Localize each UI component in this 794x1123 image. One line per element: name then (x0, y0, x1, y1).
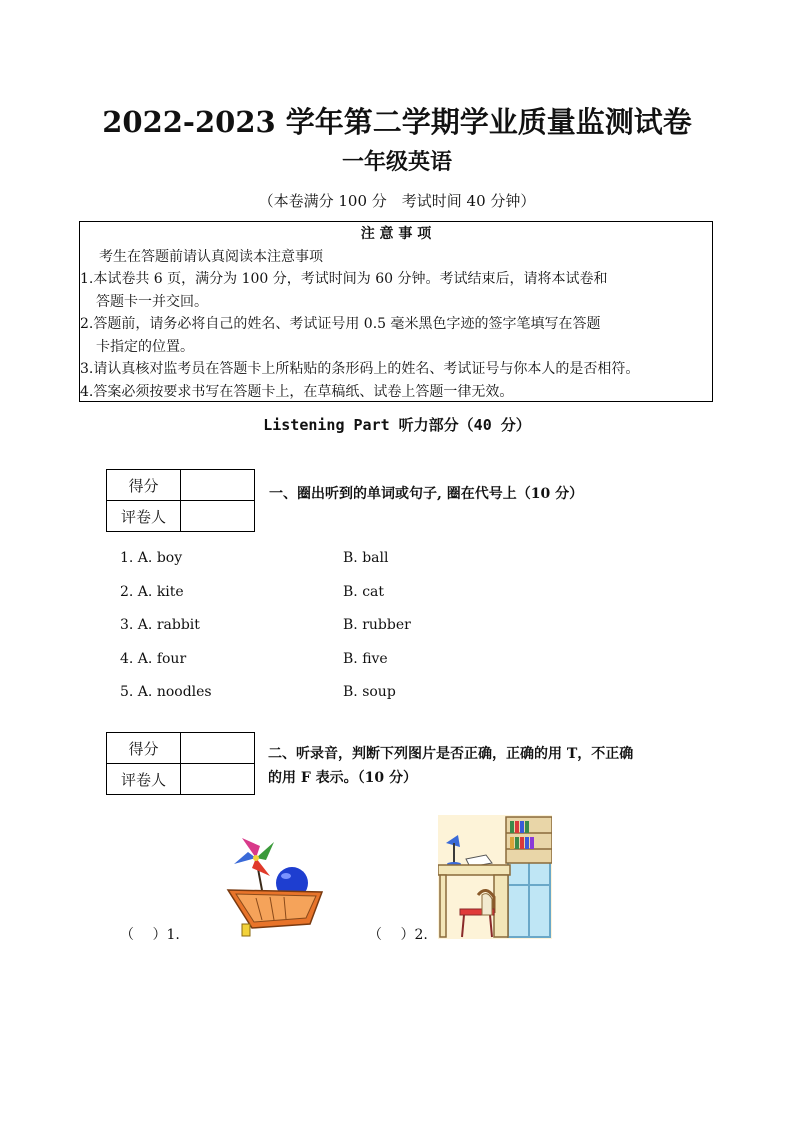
notice-item-4: 4.答案必须按要求书写在答题卡上，在草稿纸、试卷上答题一律无效。 (80, 383, 514, 400)
desk-leg (440, 875, 446, 937)
option-row (120, 550, 520, 584)
desk-drawer (494, 875, 508, 937)
score-box-q1 (106, 469, 255, 532)
study-room-picture (438, 815, 552, 939)
option-b[interactable]: B. ball (343, 550, 389, 566)
book (515, 821, 519, 833)
q2-item-2-label[interactable]: （ ）2. (368, 927, 428, 943)
notice-item-1-cont: 答题卡一并交回。 (96, 293, 208, 310)
option-a[interactable]: 4. A. four (120, 650, 187, 667)
desk-top (438, 865, 510, 875)
option-b[interactable]: B. soup (343, 684, 396, 700)
option-row (120, 684, 520, 718)
score-label: 得分 (107, 470, 181, 501)
listening-heading: Listening Part 听力部分（40 分） (263, 416, 531, 434)
bag (482, 894, 492, 915)
notice-item-2-cont: 卡指定的位置。 (96, 338, 194, 355)
option-row (120, 617, 520, 651)
pinwheel-blade (234, 852, 256, 864)
score-label: 得分 (107, 733, 181, 764)
pinwheel-center (253, 855, 259, 861)
option-b[interactable]: B. cat (343, 583, 385, 600)
question1-title: 一、圈出听到的单词或句子, 圈在代号上（10 分） (269, 486, 584, 502)
question1-options (120, 550, 520, 718)
book (525, 837, 529, 849)
option-row (120, 584, 520, 618)
question2-title-line1: 二、听录音，判断下列图片是否正确，正确的用 T，不正确 (268, 746, 634, 762)
notice-item-2: 2.答题前，请务必将自己的姓名、考试证号用 0.5 毫米黑色字迹的签字笔填写在答题 (80, 316, 601, 332)
question2-title-line2: 的用 F 表示。（10 分） (268, 770, 418, 786)
option-a[interactable]: 2. A. kite (120, 583, 184, 600)
exam-info: （本卷满分 100 分 考试时间 40 分钟） (258, 192, 536, 210)
option-b[interactable]: B. rubber (343, 617, 411, 633)
score-box-q2 (106, 732, 255, 795)
notice-title: 注 意 事 项 (360, 226, 432, 242)
notice-box (79, 221, 713, 402)
notice-intro: 考生在答题前请认真阅读本注意事项 (99, 248, 323, 265)
book (510, 821, 514, 833)
book (530, 837, 534, 849)
option-a[interactable]: 1. A. boy (120, 550, 183, 566)
exam-subtitle: 一年级英语 (341, 149, 452, 175)
question2-title (268, 742, 633, 790)
score-value-cell[interactable] (181, 470, 255, 501)
book (515, 837, 519, 849)
book (525, 821, 529, 833)
ball-highlight (281, 873, 291, 879)
exam-title: 2022-2023 学年第二学期学业质量监测试卷 (102, 105, 692, 139)
boat-weight (242, 924, 250, 936)
grader-value-cell[interactable] (181, 764, 255, 795)
notice-item-3: 3.请认真核对监考员在答题卡上所粘贴的条形码上的姓名、考试证号与你本人的是否相符。 (80, 361, 640, 377)
q2-item-1-label[interactable]: （ ）1. (120, 927, 180, 943)
book (520, 837, 524, 849)
option-row (120, 651, 520, 685)
option-a[interactable]: 3. A. rabbit (120, 617, 200, 633)
grader-label: 评卷人 (107, 764, 181, 795)
book (510, 837, 514, 849)
option-a[interactable]: 5. A. noodles (120, 684, 212, 700)
option-b[interactable]: B. five (343, 650, 388, 667)
grader-value-cell[interactable] (181, 501, 255, 532)
grader-label: 评卷人 (107, 501, 181, 532)
score-value-cell[interactable] (181, 733, 255, 764)
toy-boat-picture (222, 828, 332, 940)
notice-item-1: 1.本试卷共 6 页，满分为 100 分，考试时间为 60 分钟。考试结束后，请将本试卷和 (80, 271, 608, 287)
book (520, 821, 524, 833)
